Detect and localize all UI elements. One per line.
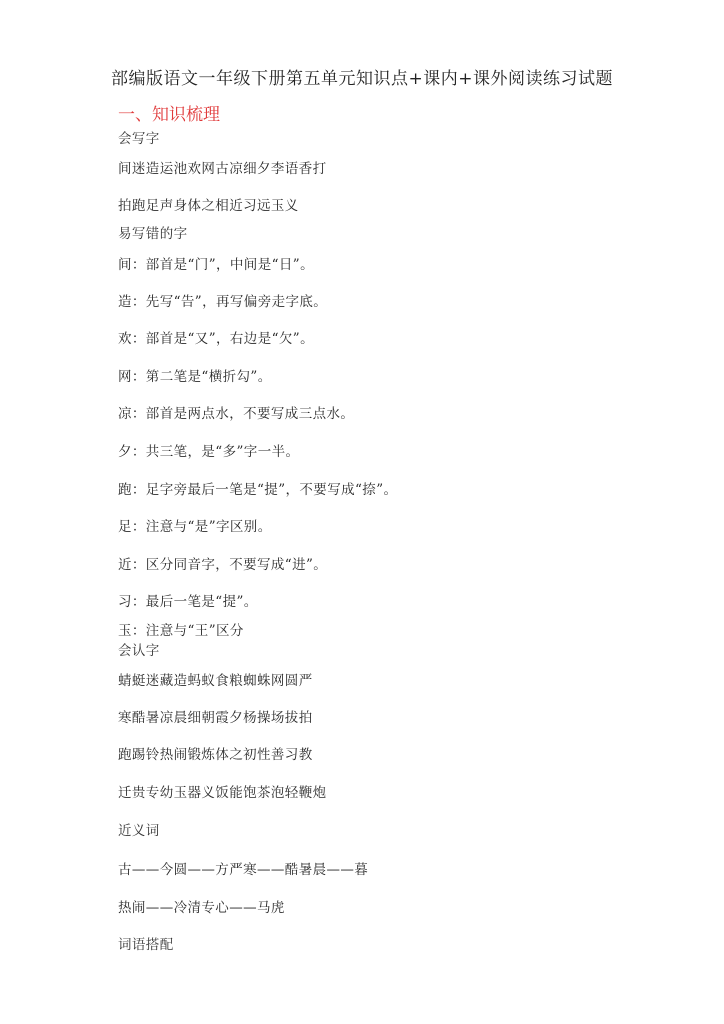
write-chars-row: 间迷造运池欢网古凉细夕李语香打 [118, 161, 327, 177]
error-note: 夕：共三笔，是“多”字一半。 [118, 444, 300, 460]
error-note: 近：区分同音字，不要写成“进”。 [118, 557, 328, 573]
error-note: 欢：部首是“又”，右边是“欠”。 [118, 331, 315, 347]
error-note: 造：先写“告”，再写偏旁走字底。 [118, 294, 328, 310]
section-heading: 一、知识梳理 [118, 105, 220, 125]
error-chars-label: 易写错的字 [118, 226, 188, 242]
synonyms-row: 古——今圆——方严寒——酷暑晨——暮 [118, 862, 369, 878]
read-chars-row: 迁贵专幼玉器义饭能饱茶泡轻鞭炮 [118, 785, 327, 801]
error-note: 习：最后一笔是“提”。 [118, 594, 258, 610]
collocation-label: 词语搭配 [118, 937, 174, 953]
error-note: 网：第二笔是“横折勾”。 [118, 369, 272, 385]
error-note: 跑：足字旁最后一笔是“提”，不要写成“捺”。 [118, 482, 398, 498]
document-title: 部编版语文一年级下册第五单元知识点+课内+课外阅读练习试题 [111, 69, 613, 89]
error-note: 玉：注意与“王”区分 [118, 623, 244, 639]
read-chars-label: 会认字 [118, 643, 160, 659]
read-chars-row: 寒酷暑凉晨细朝霞夕杨操场拔拍 [118, 710, 313, 726]
read-chars-row: 跑踢铃热闹锻炼体之初性善习教 [118, 747, 313, 763]
error-note: 间：部首是“门”，中间是“日”。 [118, 257, 315, 273]
error-note: 足：注意与“是”字区别。 [118, 519, 272, 535]
write-chars-label: 会写字 [118, 131, 160, 147]
synonyms-row: 热闹——冷清专心——马虎 [118, 900, 285, 916]
synonyms-label: 近义词 [118, 823, 160, 839]
write-chars-row: 拍跑足声身体之相近习远玉义 [118, 198, 299, 214]
error-note: 凉：部首是两点水，不要写成三点水。 [118, 406, 355, 422]
read-chars-row: 蜻蜓迷藏造蚂蚁食粮蜘蛛网圆严 [118, 673, 313, 689]
